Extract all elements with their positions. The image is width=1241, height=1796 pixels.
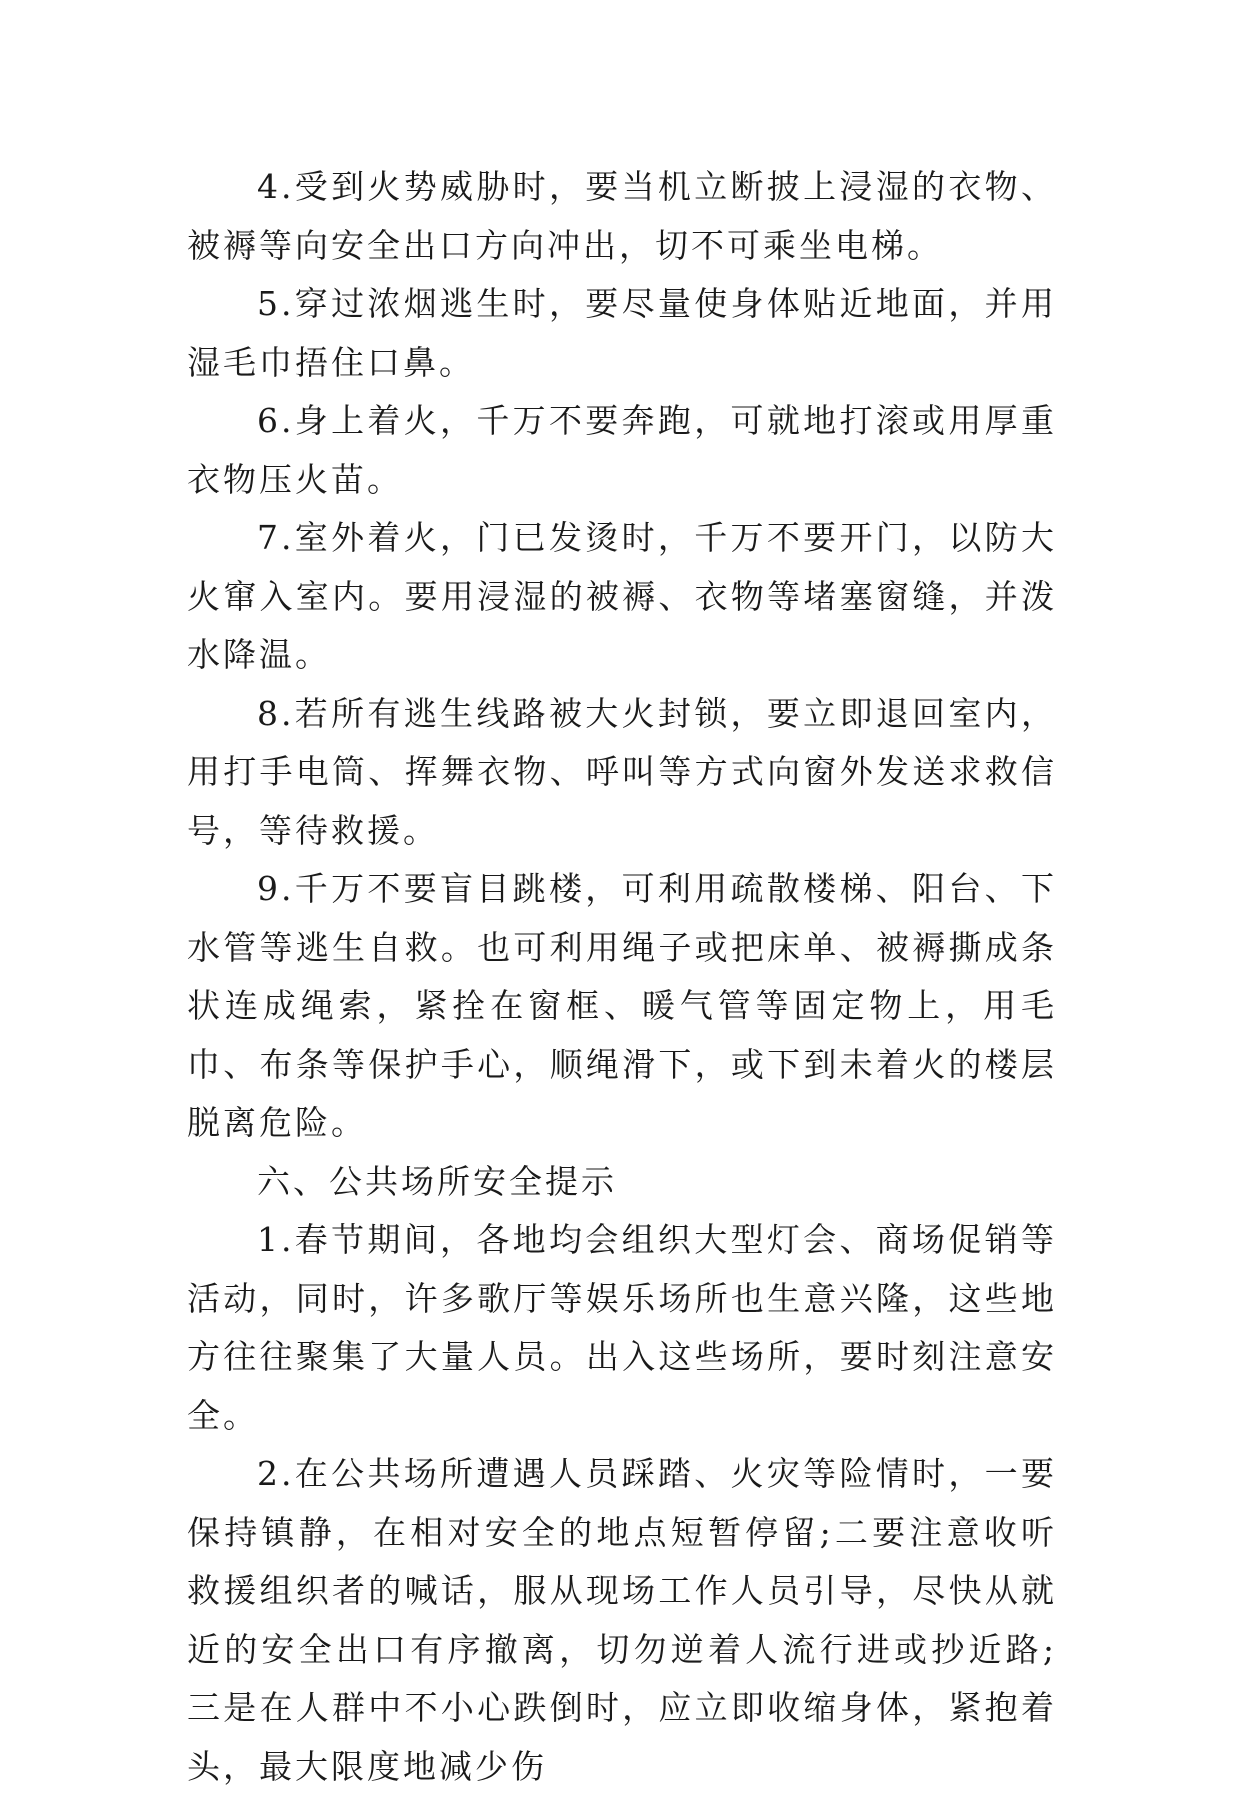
paragraph-item-6: 6.身上着火，千万不要奔跑，可就地打滚或用厚重衣物压火苗。: [187, 401, 1057, 499]
section-heading-public-places: 六、公共场所安全提示: [257, 1161, 617, 1201]
paragraph-item-7: 7.室外着火，门已发烫时，千万不要开门，以防大火窜入室内。要用浸湿的被褥、衣物等堵塞窗缝，并泼水降温。: [187, 518, 1057, 674]
paragraph-item-5: 5.穿过浓烟逃生时，要尽量使身体贴近地面，并用湿毛巾捂住口鼻。: [187, 284, 1057, 382]
paragraph-public-1: 1.春节期间，各地均会组织大型灯会、商场促销等活动，同时，许多歌厅等娱乐场所也生意兴隆，这些地方往往聚集了大量人员。出入这些场所，要时刻注意安全。: [187, 1220, 1057, 1435]
document-body: [187, 158, 1057, 1796]
paragraph-item-8: 8.若所有逃生线路被大火封锁，要立即退回室内，用打手电筒、挥舞衣物、呼叫等方式向窗外发送求救信号，等待救援。: [187, 693, 1057, 850]
paragraph-item-9: 9.千万不要盲目跳楼，可利用疏散楼梯、阳台、下水管等逃生自救。也可利用绳子或把床单、被褥撕成条状连成绳索，紧拴在窗框、暖气管等固定物上，用毛巾、布条等保护手心，顺绳滑下，或下到未着火的楼层脱离危险。: [187, 869, 1057, 1142]
paragraph-public-2: 2.在公共场所遭遇人员踩踏、火灾等险情时，一要保持镇静，在相对安全的地点短暂停留;二要注意收听救援组织者的喊话，服从现场工作人员引导，尽快从就近的安全出口有序撤离，切勿逆着人流行进或抄近路;三是在人群中不小心跌倒时，应立即收缩身体，紧抱着头，最大限度地减少伤: [187, 1454, 1057, 1786]
paragraph-item-4: 4.受到火势威胁时，要当机立断披上浸湿的衣物、被褥等向安全出口方向冲出，切不可乘坐电梯。: [187, 167, 1057, 265]
